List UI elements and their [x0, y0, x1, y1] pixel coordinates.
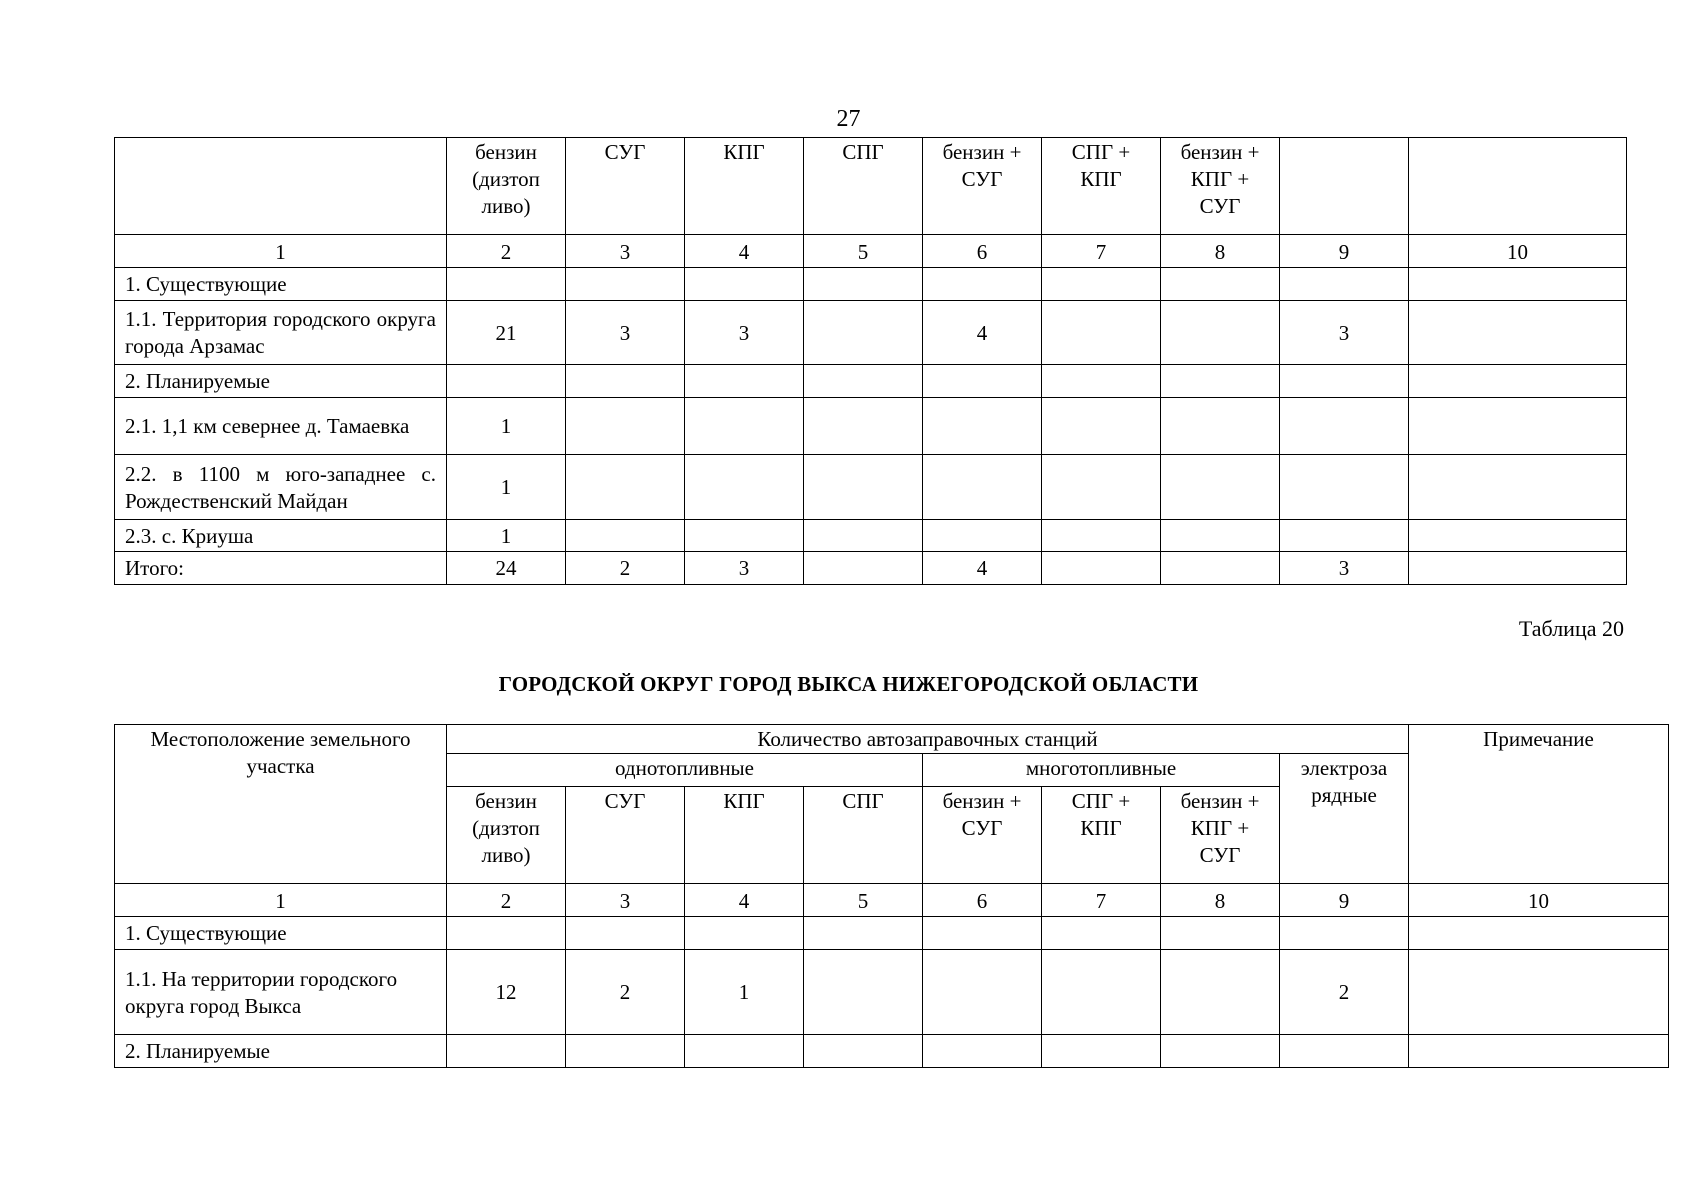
header-cell [115, 138, 447, 235]
table-cell [1042, 268, 1161, 301]
table-cell [1280, 917, 1409, 950]
table-cell [923, 1035, 1042, 1068]
header-cell: бензин + КПГ + СУГ [1161, 138, 1280, 235]
table-row [115, 520, 1627, 552]
row-label: 2. Планируемые [115, 1035, 447, 1068]
table-cell [1409, 917, 1669, 950]
table-cell [1161, 398, 1280, 455]
table-cell [1161, 520, 1280, 552]
header-cell: бензин + СУГ [923, 138, 1042, 235]
table-row [115, 917, 1669, 950]
total-row [115, 552, 1627, 585]
fuel-header: КПГ [685, 787, 804, 884]
table-cell [685, 917, 804, 950]
table-cell [1042, 917, 1161, 950]
header-row [115, 725, 1669, 754]
table-cell: 1 [685, 950, 804, 1035]
table-cell [566, 365, 685, 398]
page-number: 27 [836, 106, 861, 132]
table-cell: 3 [685, 301, 804, 365]
table-cell [1042, 520, 1161, 552]
table-cell [447, 917, 566, 950]
table-cell [1280, 268, 1409, 301]
table-cell [685, 520, 804, 552]
column-number: 6 [923, 884, 1042, 917]
fuel-header: бензин + СУГ [923, 787, 1042, 884]
table-cell [1280, 455, 1409, 520]
table-cell [1042, 1035, 1161, 1068]
fuel-header: СУГ [566, 787, 685, 884]
table-cell [566, 398, 685, 455]
table-cell [1161, 950, 1280, 1035]
section-title: ГОРОДСКОЙ ОКРУГ ГОРОД ВЫКСА НИЖЕГОРОДСКОЙ ОБЛАСТИ [498, 672, 1199, 696]
table-row [115, 268, 1627, 301]
column-number: 2 [447, 884, 566, 917]
column-number: 7 [1042, 235, 1161, 268]
table-cell [804, 520, 923, 552]
table-cell: 2 [566, 950, 685, 1035]
table-cell: 2 [1280, 950, 1409, 1035]
table-cell [566, 1035, 685, 1068]
table-cell [1280, 520, 1409, 552]
table-cell [923, 917, 1042, 950]
table-cell [1409, 1035, 1669, 1068]
table-cell [566, 520, 685, 552]
table-cell [447, 365, 566, 398]
table-cell [804, 301, 923, 365]
table-cell [804, 398, 923, 455]
table-label: Таблица 20 [1518, 616, 1624, 641]
gas-stations-table-arzamas [114, 137, 1627, 585]
column-number: 8 [1161, 235, 1280, 268]
column-number: 8 [1161, 884, 1280, 917]
table-cell [923, 520, 1042, 552]
column-number: 1 [115, 235, 447, 268]
table-cell [685, 365, 804, 398]
multi-fuel-header: многотопливные [923, 754, 1280, 787]
fuel-header: СПГ + КПГ [1042, 787, 1161, 884]
row-label: 2.2. в 1100 м юго-западнее с. Рождественский Майдан [115, 455, 447, 520]
location-header: Местоположение земельного участка [115, 725, 447, 884]
table-cell [804, 365, 923, 398]
table-cell [1161, 1035, 1280, 1068]
table-cell [1409, 950, 1669, 1035]
table-cell [1409, 365, 1627, 398]
row-label: 1.1. Территория городского округа города Арзамас [115, 301, 447, 365]
table-cell [1280, 1035, 1409, 1068]
table-cell [1409, 455, 1627, 520]
table-cell [804, 455, 923, 520]
table-cell [923, 365, 1042, 398]
total-cell [1409, 552, 1627, 585]
table-cell [1409, 520, 1627, 552]
column-number: 3 [566, 884, 685, 917]
header-cell [1409, 138, 1627, 235]
table-cell: 1 [447, 455, 566, 520]
header-row [115, 138, 1627, 235]
table-cell [804, 268, 923, 301]
table-cell [685, 398, 804, 455]
table-cell [1042, 365, 1161, 398]
header-cell: СУГ [566, 138, 685, 235]
table-cell [923, 268, 1042, 301]
table-cell [1280, 365, 1409, 398]
table-cell [804, 1035, 923, 1068]
row-label: 1. Существующие [115, 917, 447, 950]
table-cell [1409, 268, 1627, 301]
column-number: 10 [1409, 235, 1627, 268]
row-label: 2.1. 1,1 км севернее д. Тамаевка [115, 398, 447, 455]
table-row [115, 455, 1627, 520]
row-label: 1.1. На территории городского округа город Выкса [115, 950, 447, 1035]
table-cell: 12 [447, 950, 566, 1035]
note-header: Примечание [1409, 725, 1669, 884]
table-cell [566, 917, 685, 950]
column-number: 10 [1409, 884, 1669, 917]
fuel-header: бензин (дизтоп ливо) [447, 787, 566, 884]
table-cell: 3 [1280, 301, 1409, 365]
fuel-header: СПГ [804, 787, 923, 884]
table-cell [1042, 398, 1161, 455]
header-cell: СПГ + КПГ [1042, 138, 1161, 235]
table-cell [1161, 917, 1280, 950]
header-cell: КПГ [685, 138, 804, 235]
mono-fuel-header: однотопливные [447, 754, 923, 787]
total-cell: 24 [447, 552, 566, 585]
column-number: 5 [804, 884, 923, 917]
row-label: 1. Существующие [115, 268, 447, 301]
column-number: 3 [566, 235, 685, 268]
table-cell [1042, 455, 1161, 520]
table-cell [1161, 365, 1280, 398]
column-number: 6 [923, 235, 1042, 268]
column-number-row [115, 235, 1627, 268]
column-number-row [115, 884, 1669, 917]
table-row [115, 950, 1669, 1035]
column-number: 5 [804, 235, 923, 268]
header-cell: СПГ [804, 138, 923, 235]
table-row [115, 365, 1627, 398]
table-cell [923, 398, 1042, 455]
table-cell [447, 1035, 566, 1068]
total-cell: 3 [1280, 552, 1409, 585]
table-row [115, 1035, 1669, 1068]
total-cell [804, 552, 923, 585]
gas-stations-table-vyksa [114, 724, 1669, 1068]
table-cell [685, 1035, 804, 1068]
table-cell [1042, 301, 1161, 365]
total-cell [1042, 552, 1161, 585]
column-number: 9 [1280, 884, 1409, 917]
column-number: 2 [447, 235, 566, 268]
header-cell: бензин (дизтоп ливо) [447, 138, 566, 235]
fuel-header: бензин + КПГ + СУГ [1161, 787, 1280, 884]
table-cell [923, 950, 1042, 1035]
table-cell [566, 268, 685, 301]
column-number: 7 [1042, 884, 1161, 917]
table-cell [804, 917, 923, 950]
column-number: 4 [685, 884, 804, 917]
header-cell [1280, 138, 1409, 235]
row-label: 2. Планируемые [115, 365, 447, 398]
total-label: Итого: [115, 552, 447, 585]
table-cell: 3 [566, 301, 685, 365]
table-cell [1409, 301, 1627, 365]
table-cell: 21 [447, 301, 566, 365]
table-cell [566, 455, 685, 520]
table-cell [685, 268, 804, 301]
column-number: 1 [115, 884, 447, 917]
table-cell [447, 268, 566, 301]
table-cell [685, 455, 804, 520]
table-cell [1161, 455, 1280, 520]
column-number: 4 [685, 235, 804, 268]
table-cell [1280, 398, 1409, 455]
total-cell: 4 [923, 552, 1042, 585]
table-cell [923, 455, 1042, 520]
row-label: 2.3. с. Криуша [115, 520, 447, 552]
table-row [115, 398, 1627, 455]
table-cell: 1 [447, 520, 566, 552]
table-cell [1042, 950, 1161, 1035]
total-cell: 2 [566, 552, 685, 585]
table-cell: 4 [923, 301, 1042, 365]
total-cell: 3 [685, 552, 804, 585]
table-row [115, 301, 1627, 365]
total-cell [1161, 552, 1280, 585]
electro-header: электроза рядные [1280, 754, 1409, 884]
column-number: 9 [1280, 235, 1409, 268]
table-cell [1161, 301, 1280, 365]
table-cell [804, 950, 923, 1035]
table-cell: 1 [447, 398, 566, 455]
count-header: Количество автозаправочных станций [447, 725, 1409, 754]
table-cell [1161, 268, 1280, 301]
table-cell [1409, 398, 1627, 455]
